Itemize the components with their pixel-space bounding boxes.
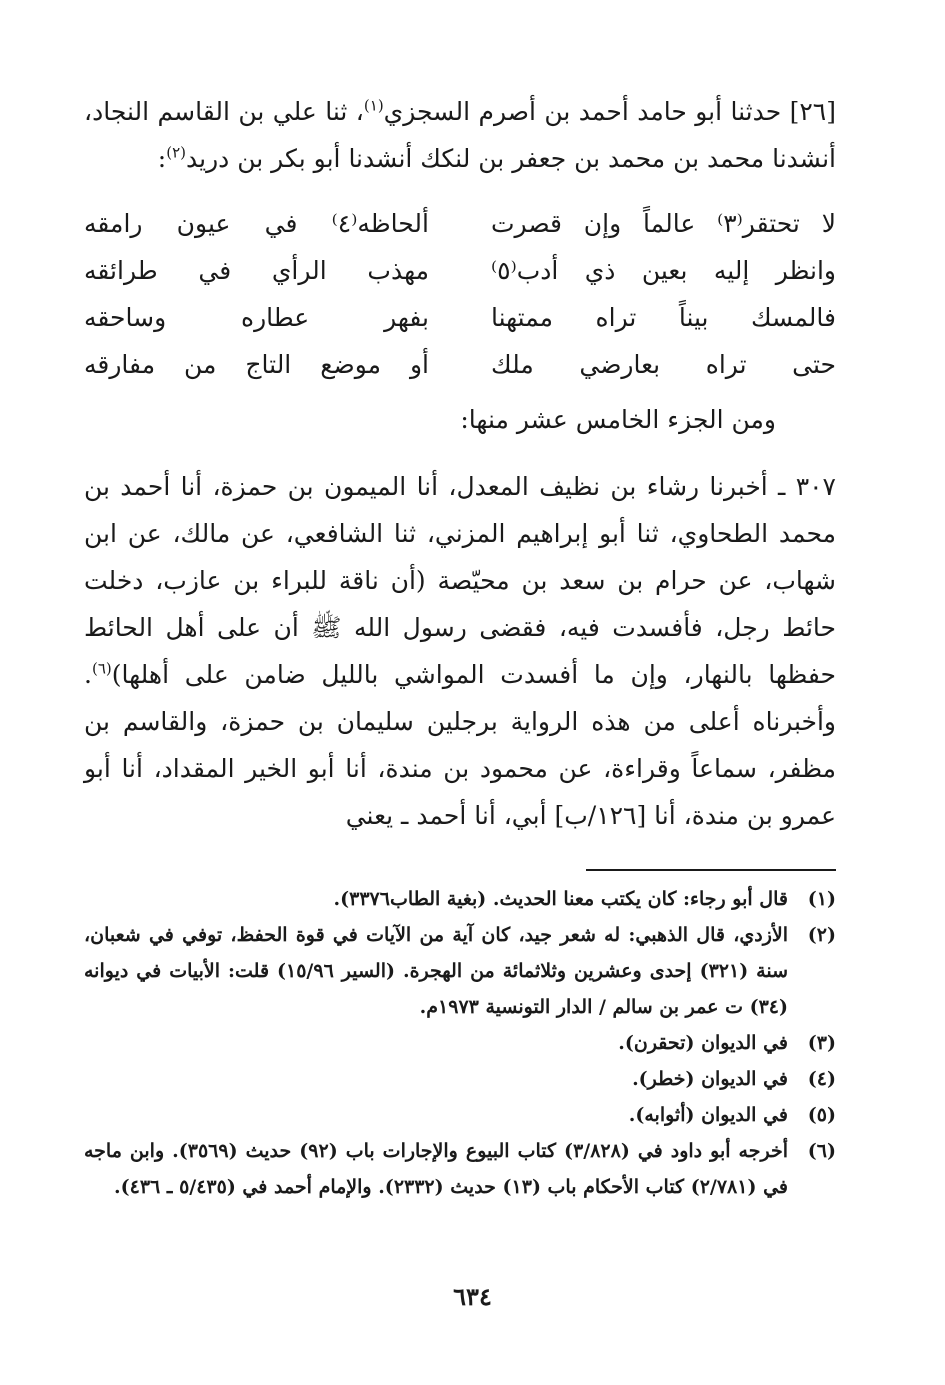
page-number: ٦٣٤ xyxy=(453,1282,492,1311)
footnote-item xyxy=(84,1025,836,1061)
page-body xyxy=(84,88,836,1205)
poem-hemistich-right: وانظر إليه بعين ذي أدب⁽٥⁾ xyxy=(491,256,836,285)
footnote-number: (٥) xyxy=(807,1104,836,1126)
footnote-number: (٦) xyxy=(807,1140,836,1162)
paragraph-26-text-middle: ، ثنا علي بن القاسم النجاد، أنشدنا محمد بن محمد بن جعفر بن لنكك أنشدنا أبو بكر بن دريد xyxy=(84,97,836,173)
footnote-text: في الديوان (أثوابه). xyxy=(628,1104,788,1126)
footnote-text: الأزدي، قال الذهبي: له شعر جيد، كان آية من الآيات في قوة الحفظ، توفي في شعبان، سنة (٣٢١) إحدى وعشرين وثلاثمائة من الهجرة. (السير ١٥/٩٦) قلت: الأبيات في ديوانه (٣٤) ت عمر بن سالم / الدار التونسية ١٩٧٣م. xyxy=(84,924,788,1018)
poem-hemistich-left: ألحاظه⁽٤⁾ في عيون رامقه xyxy=(84,209,429,238)
footnotes xyxy=(84,881,836,1205)
poem-hemistich-right: فالمسك بيناً تراه ممتهنا xyxy=(491,303,836,332)
poem-verse xyxy=(84,247,836,294)
section-heading: ومن الجزء الخامس عشر منها: xyxy=(460,405,776,434)
paragraph-307-text-before: ٣٠٧ ـ أخبرنا رشاء بن نظيف المعدل، أنا الميمون بن حمزة، أنا أحمد بن محمد الطحاوي، ثنا أبو إبراهيم المزني، ثنا الشافعي، عن مالك، عن ابن شهاب، عن حرام بن سعد بن محيّصة (أن ناقة للبراء بن عازب، دخلت حائط رجل، فأفسدت فيه، فقضى رسول الله ﷺ أن على أهل الحائط حفظها بالنهار، وإن ما أفسدت المواشي بالليل ضامن على أهلها) xyxy=(84,472,836,689)
paragraph-26-text-before: [٢٦] حدثنا أبو حامد أحمد بن أصرم السجزي xyxy=(383,97,836,126)
poem-hemistich-left: بفهر عطاره وساحقه xyxy=(84,303,429,332)
footnote-text: قال أبو رجاء: كان يكتب معنا الحديث. (بغية الطاب٣٣٧٦). xyxy=(333,888,788,910)
poem-verse xyxy=(84,200,836,247)
footnote-item xyxy=(84,1061,836,1097)
footnote-text: في الديوان (خطر). xyxy=(632,1068,788,1090)
footnote-item xyxy=(84,1133,836,1205)
paragraph-307 xyxy=(84,463,836,839)
footnote-number: (٢) xyxy=(807,924,836,946)
footnote-number: (٤) xyxy=(807,1068,836,1090)
paragraph-26 xyxy=(84,88,836,182)
poem-hemistich-right: حتى تراه بعارضي ملك xyxy=(491,350,836,379)
poem-hemistich-left: أو موضع التاج من مفارقه xyxy=(84,350,429,379)
paragraph-26-text-after: : xyxy=(157,144,167,173)
footnote-number: (١) xyxy=(807,888,836,910)
footnote-number: (٣) xyxy=(807,1032,836,1054)
footnote-item xyxy=(84,917,836,1025)
footnote-ref-2[interactable]: (٢) xyxy=(166,143,186,162)
footnote-item xyxy=(84,881,836,917)
poem-verse xyxy=(84,294,836,341)
footnote-text: في الديوان (تحقرن). xyxy=(618,1032,788,1054)
footnote-ref-1[interactable]: (١) xyxy=(363,96,384,115)
poem-hemistich-right: لا تحتقر⁽٣⁾ عالماً وإن قصرت xyxy=(491,209,836,238)
poem-hemistich-left: مهذب الرأي في طرائقه xyxy=(84,256,429,285)
poem-verse xyxy=(84,341,836,388)
paragraph-307-text-after: . وأخبرناه أعلى من هذه الرواية برجلين سليمان بن حمزة، والقاسم بن مظفر، سماعاً وقراءة، عن محمود بن مندة، أنا أبو الخير المقداد، أنا أبو عمرو بن مندة، أنا [١٢٦/ب] أبي، أنا أحمد ـ يعني xyxy=(84,660,836,830)
footnote-ref-6[interactable]: (٦) xyxy=(91,659,112,678)
footnote-divider xyxy=(586,869,836,871)
footnote-item xyxy=(84,1097,836,1133)
footnote-text: أخرجه أبو داود في (٣/٨٢٨) كتاب البيوع والإجارات باب (٩٢) حديث (٣٥٦٩). وابن ماجه في (٢/٧٨١) كتاب الأحكام باب (١٣) حديث (٢٣٣٢). والإمام أحمد في (٥/٤٣٥ ـ ٤٣٦). xyxy=(84,1140,788,1198)
poem xyxy=(84,200,836,388)
